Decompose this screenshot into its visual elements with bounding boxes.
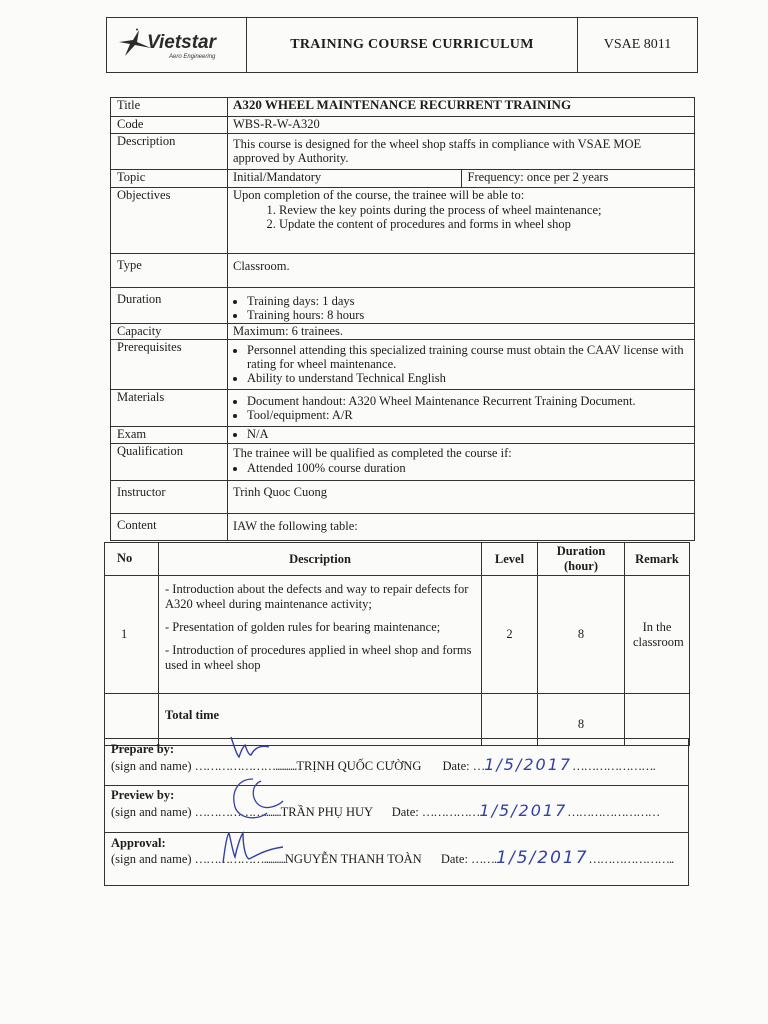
approval-label: Approval: — [111, 836, 166, 850]
date-label: Date: — [442, 759, 473, 773]
document-header — [106, 17, 698, 73]
material-item: • Tool/equipment: A/R — [247, 408, 689, 422]
type-label: Type — [111, 254, 228, 288]
total-label: Total time — [159, 694, 482, 746]
course-topic: Initial/Mandatory — [228, 170, 462, 188]
preview-block — [104, 785, 689, 833]
prepare-signature-icon — [225, 733, 275, 773]
duration-item: • Training days: 1 days — [247, 294, 689, 308]
description-label: Description — [111, 134, 228, 170]
prepare-line — [111, 757, 682, 774]
qualification-label: Qualification — [111, 444, 228, 481]
course-title: A320 WHEEL MAINTENANCE RECURRENT TRAINING — [228, 98, 695, 117]
document-title: TRAINING COURSE CURRICULUM — [247, 18, 578, 72]
preview-signature-icon — [223, 771, 293, 827]
dots: … — [472, 759, 485, 773]
col-level: Level — [482, 543, 538, 576]
prerequisites-cell — [228, 340, 695, 390]
qualification-item: • Attended 100% course duration — [247, 461, 689, 475]
prepare-date: 1/5/2017 — [484, 755, 573, 774]
dots: ………………….......... — [194, 759, 297, 773]
course-instructor: Trinh Quoc Cuong — [228, 481, 695, 514]
prerequisites-label: Prerequisites — [111, 340, 228, 390]
sign-name-text: (sign and name) — [111, 759, 195, 773]
material-item: • Document handout: A320 Wheel Maintenance Recurrent Training Document. — [247, 394, 689, 408]
date-label: Date: — [391, 805, 422, 819]
qualification-intro: The trainee will be qualified as completed the course if: — [233, 446, 512, 460]
title-label: Title — [111, 98, 228, 117]
col-no: No — [105, 543, 159, 576]
col-remark: Remark — [625, 543, 690, 576]
row-level: 2 — [482, 576, 538, 694]
exam-cell — [228, 427, 695, 444]
prerequisite-item: • Ability to understand Technical English — [247, 371, 689, 385]
course-description: This course is designed for the wheel shop staffs in compliance with VSAE MOE approved by Authority. — [228, 134, 695, 170]
preview-name: TRẦN PHỤ HUY — [280, 805, 373, 819]
topic-label: Topic — [111, 170, 228, 188]
prerequisite-item: • Personnel attending this specialized training course must obtain the CAAV license with rating for wheel maintenance. — [247, 343, 689, 371]
prepare-name: TRỊNH QUỐC CƯỜNG — [296, 759, 422, 773]
capacity-label: Capacity — [111, 324, 228, 340]
duration-item: • Training hours: 8 hours — [247, 308, 689, 322]
dots: …………………. — [572, 759, 655, 773]
content-table — [104, 542, 690, 746]
approval-line — [111, 848, 682, 868]
row-description — [159, 576, 482, 694]
materials-cell — [228, 390, 695, 427]
company-name: Vietstar — [147, 32, 216, 53]
preview-label: Preview by: — [111, 788, 175, 802]
row-no: 1 — [105, 576, 159, 694]
prepare-label: Prepare by: — [111, 742, 175, 756]
qualification-cell — [228, 444, 695, 481]
approval-name: NGUYỄN THANH TOÀN — [284, 852, 422, 866]
dots: ……………….......... — [194, 852, 285, 866]
instructor-label: Instructor — [111, 481, 228, 514]
table-row — [105, 576, 690, 694]
course-capacity: Maximum: 6 trainees. — [228, 324, 695, 340]
materials-label: Materials — [111, 390, 228, 427]
description-item: - Presentation of golden rules for bearing maintenance; — [165, 620, 441, 634]
dots: ………………........ — [194, 805, 281, 819]
sign-name-text: (sign and name) — [111, 805, 195, 819]
company-subname: Aero Engineering — [169, 54, 216, 60]
total-value: 8 — [538, 694, 625, 746]
dots: ……. — [471, 852, 497, 866]
code-label: Code — [111, 117, 228, 134]
company-logo — [107, 18, 247, 72]
col-duration: Duration (hour) — [538, 543, 625, 576]
dots: ………………….. — [588, 852, 674, 866]
row-duration: 8 — [538, 576, 625, 694]
objectives-label: Objectives — [111, 188, 228, 254]
sign-name-text: (sign and name) — [111, 852, 195, 866]
dots: …………………… — [567, 805, 660, 819]
preview-date: 1/5/2017 — [479, 801, 568, 820]
description-item: - Introduction of procedures applied in wheel shop and forms used in wheel shop — [165, 643, 472, 672]
description-item: - Introduction about the defects and way to repair defects for A320 wheel during maintenance activity; — [165, 582, 469, 611]
course-code: WBS-R-W-A320 — [228, 117, 695, 134]
objectives-cell — [228, 188, 695, 254]
course-info-table — [110, 97, 695, 541]
objective-item: 1. Review the key points during the process of wheel maintenance; — [279, 203, 689, 217]
approval-block — [104, 832, 689, 886]
duration-cell — [228, 288, 695, 324]
objective-item: 2. Update the content of procedures and forms in wheel shop — [279, 217, 689, 231]
course-content: IAW the following table: — [228, 514, 695, 541]
course-frequency: Frequency: once per 2 years — [461, 170, 695, 188]
approval-signature-icon — [217, 827, 287, 873]
col-description: Description — [159, 543, 482, 576]
date-label: Date: — [440, 852, 472, 866]
document-code: VSAE 8011 — [603, 37, 672, 52]
exam-value: • N/A — [247, 427, 689, 441]
prepare-block — [104, 738, 689, 786]
course-type: Classroom. — [228, 254, 695, 288]
exam-label: Exam — [111, 427, 228, 444]
approval-date: 1/5/2017 — [496, 848, 589, 868]
objectives-intro: Upon completion of the course, the trainee will be able to: — [233, 188, 525, 202]
row-remark: In the classroom — [625, 576, 690, 694]
preview-line — [111, 803, 682, 820]
content-label: Content — [111, 514, 228, 541]
dots: …………… — [421, 805, 480, 819]
duration-label: Duration — [111, 288, 228, 324]
